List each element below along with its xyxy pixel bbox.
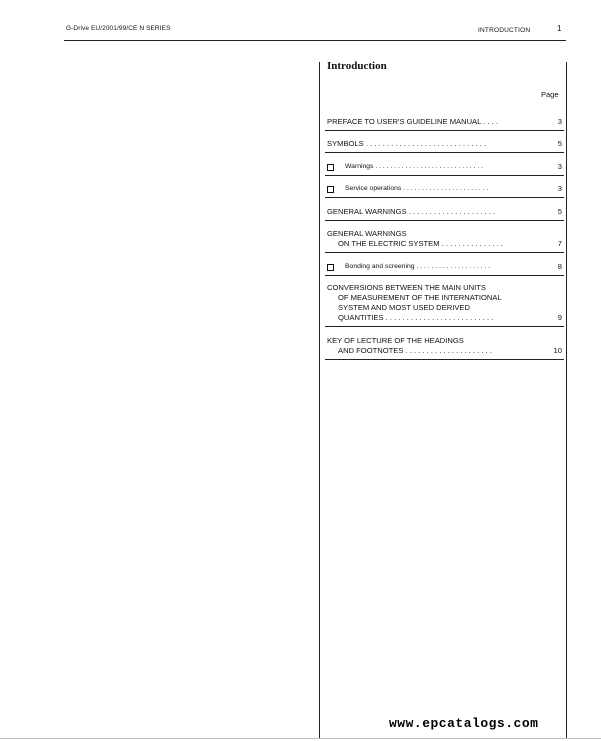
toc-entry (325, 278, 564, 327)
toc-entry (325, 224, 564, 253)
toc-entry-text (345, 262, 555, 272)
header-series-title: G-Drive EU/2001/99/CE N SERIES (66, 25, 171, 32)
toc-entry-text (327, 283, 537, 323)
toc-title: Introduction (327, 60, 387, 72)
toc-entry (325, 202, 564, 221)
toc-entry-text (345, 162, 555, 172)
toc-subentry (325, 257, 564, 276)
toc-entry-text (345, 184, 555, 194)
toc-page-number: 5 (557, 139, 562, 148)
toc-entry-text (327, 207, 537, 217)
column-rule-right (566, 62, 567, 739)
toc-entry (325, 331, 564, 360)
toc-entry-line: Warnings . . . . . . . . . . . . . . . . . . . . . . . . . . . . . (345, 163, 483, 170)
toc-entry (325, 134, 564, 153)
watermark-url: www.epcatalogs.com (389, 716, 539, 731)
toc-entry (325, 112, 564, 131)
toc-page-number: 3 (557, 184, 562, 193)
toc-page-number: 9 (557, 313, 562, 322)
toc-page-number: 10 (553, 346, 562, 355)
toc-entry-line: Bonding and screening . . . . . . . . . . . . . . . . . . . . (345, 263, 491, 270)
toc-entry-line: GENERAL WARNINGS (327, 229, 407, 238)
toc-entry-line: OF MEASUREMENT OF THE INTERNATIONAL (338, 293, 502, 302)
toc-entry-line: SYSTEM AND MOST USED DERIVED (338, 303, 470, 312)
toc-subentry (325, 179, 564, 198)
toc-entry-line: ON THE ELECTRIC SYSTEM . . . . . . . . . . . . . . . (338, 239, 503, 248)
toc-entry-line: PREFACE TO USER'S GUIDELINE MANUAL . . . . (327, 117, 498, 126)
checkbox-icon (327, 264, 334, 271)
toc-page-number: 8 (557, 262, 562, 271)
toc-page-number: 3 (557, 162, 562, 171)
toc-subentry (325, 157, 564, 176)
toc-entry-text (327, 336, 537, 356)
toc-entry-text (327, 117, 537, 127)
header-rule (64, 40, 566, 41)
toc-entry-line: AND FOOTNOTES . . . . . . . . . . . . . . . . . . . . . (338, 346, 493, 355)
header-page-number: 1 (557, 24, 562, 33)
checkbox-icon (327, 164, 334, 171)
toc-page-number: 5 (557, 207, 562, 216)
page-column-label: Page (541, 90, 559, 99)
toc-entry-line: KEY OF LECTURE OF THE HEADINGS (327, 336, 464, 345)
header-section-title: INTRODUCTION (478, 27, 531, 34)
toc-page-number: 3 (557, 117, 562, 126)
toc-entry-line: CONVERSIONS BETWEEN THE MAIN UNITS (327, 283, 486, 292)
page-bottom-edge (0, 738, 601, 739)
toc-entry-line: GENERAL WARNINGS . . . . . . . . . . . . . . . . . . . . . (327, 207, 496, 216)
toc-page-number: 7 (557, 239, 562, 248)
toc-entry-line: QUANTITIES . . . . . . . . . . . . . . . . . . . . . . . . . . (338, 313, 494, 322)
toc-entry-text (327, 229, 537, 249)
column-rule-left (319, 62, 320, 739)
toc-entry-line: SYMBOLS . . . . . . . . . . . . . . . . . . . . . . . . . . . . . (327, 139, 487, 148)
checkbox-icon (327, 186, 334, 193)
toc-entry-line: Service operations . . . . . . . . . . . . . . . . . . . . . . . (345, 185, 489, 192)
toc-entry-text (327, 139, 537, 149)
